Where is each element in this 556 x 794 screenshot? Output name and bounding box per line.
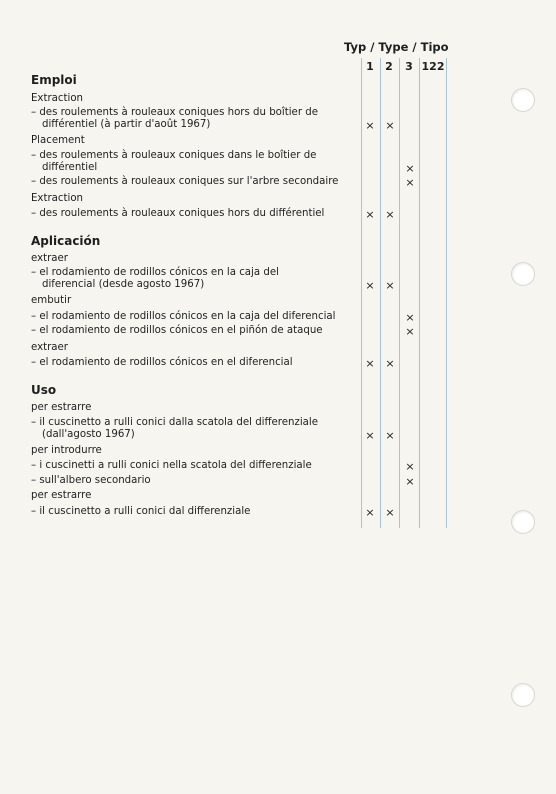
- column-header-2: 2: [385, 60, 393, 73]
- group-label: embutir: [31, 295, 72, 306]
- applicability-mark: ×: [365, 119, 375, 132]
- applicability-mark: ×: [385, 119, 395, 132]
- list-item: – i cuscinetti a rulli conici nella scatola del differenziale: [31, 460, 312, 471]
- binder-hole: [511, 262, 535, 286]
- column-divider: [380, 58, 381, 528]
- list-item-continuation: (dall'agosto 1967): [42, 429, 135, 440]
- applicability-mark: ×: [385, 506, 395, 519]
- applicability-mark: ×: [405, 162, 415, 175]
- group-label: per introdurre: [31, 445, 102, 456]
- applicability-mark: ×: [405, 311, 415, 324]
- column-header-122: 122: [421, 60, 445, 73]
- applicability-mark: ×: [405, 460, 415, 473]
- list-item-continuation: diferencial (desde agosto 1967): [42, 279, 205, 290]
- binder-hole: [511, 683, 535, 707]
- group-label: extraer: [31, 253, 68, 264]
- applicability-mark: ×: [405, 176, 415, 189]
- list-item: – el rodamiento de rodillos cónicos en el piñón de ataque: [31, 325, 323, 336]
- list-item: – il cuscinetto a rulli conici dal differenziale: [31, 506, 251, 517]
- list-item: – el rodamiento de rodillos cónicos en la caja del: [31, 267, 279, 278]
- column-divider: [361, 58, 362, 528]
- section-title-it: Uso: [31, 383, 57, 397]
- column-divider: [399, 58, 400, 528]
- applicability-mark: ×: [365, 429, 375, 442]
- list-item: – des roulements à rouleaux coniques dans le boîtier de: [31, 150, 317, 161]
- applicability-mark: ×: [385, 208, 395, 221]
- applicability-mark: ×: [405, 475, 415, 488]
- applicability-mark: ×: [385, 279, 395, 292]
- list-item: – des roulements à rouleaux coniques hors du boîtier de: [31, 107, 318, 118]
- applicability-mark: ×: [365, 357, 375, 370]
- column-header-3: 3: [405, 60, 413, 73]
- binder-hole: [511, 88, 535, 112]
- applicability-mark: ×: [365, 506, 375, 519]
- group-label: Extraction: [31, 93, 84, 104]
- column-divider: [446, 58, 447, 528]
- column-header-1: 1: [366, 60, 374, 73]
- column-divider: [419, 58, 420, 528]
- group-label: per estrarre: [31, 402, 92, 413]
- list-item: – sull'albero secondario: [31, 475, 151, 486]
- list-item: – des roulements à rouleaux coniques sur l'arbre secondaire: [31, 176, 339, 187]
- list-item-continuation: différentiel: [42, 162, 98, 173]
- applicability-mark: ×: [385, 429, 395, 442]
- list-item: – el rodamiento de rodillos cónicos en el diferencial: [31, 357, 293, 368]
- group-label: Extraction: [31, 193, 84, 204]
- applicability-mark: ×: [365, 279, 375, 292]
- section-title-es: Aplicación: [31, 234, 101, 248]
- binder-hole: [511, 510, 535, 534]
- group-label: extraer: [31, 342, 68, 353]
- applicability-mark: ×: [365, 208, 375, 221]
- list-item-continuation: différentiel (à partir d'août 1967): [42, 119, 211, 130]
- group-label: Placement: [31, 135, 85, 146]
- applicability-mark: ×: [405, 325, 415, 338]
- type-header: Typ / Type / Tipo: [344, 40, 449, 54]
- group-label: per estrarre: [31, 490, 92, 501]
- section-title-fr: Emploi: [31, 73, 77, 87]
- list-item: – il cuscinetto a rulli conici dalla scatola del differenziale: [31, 417, 318, 428]
- list-item: – des roulements à rouleaux coniques hors du différentiel: [31, 208, 325, 219]
- applicability-mark: ×: [385, 357, 395, 370]
- list-item: – el rodamiento de rodillos cónicos en la caja del diferencial: [31, 311, 336, 322]
